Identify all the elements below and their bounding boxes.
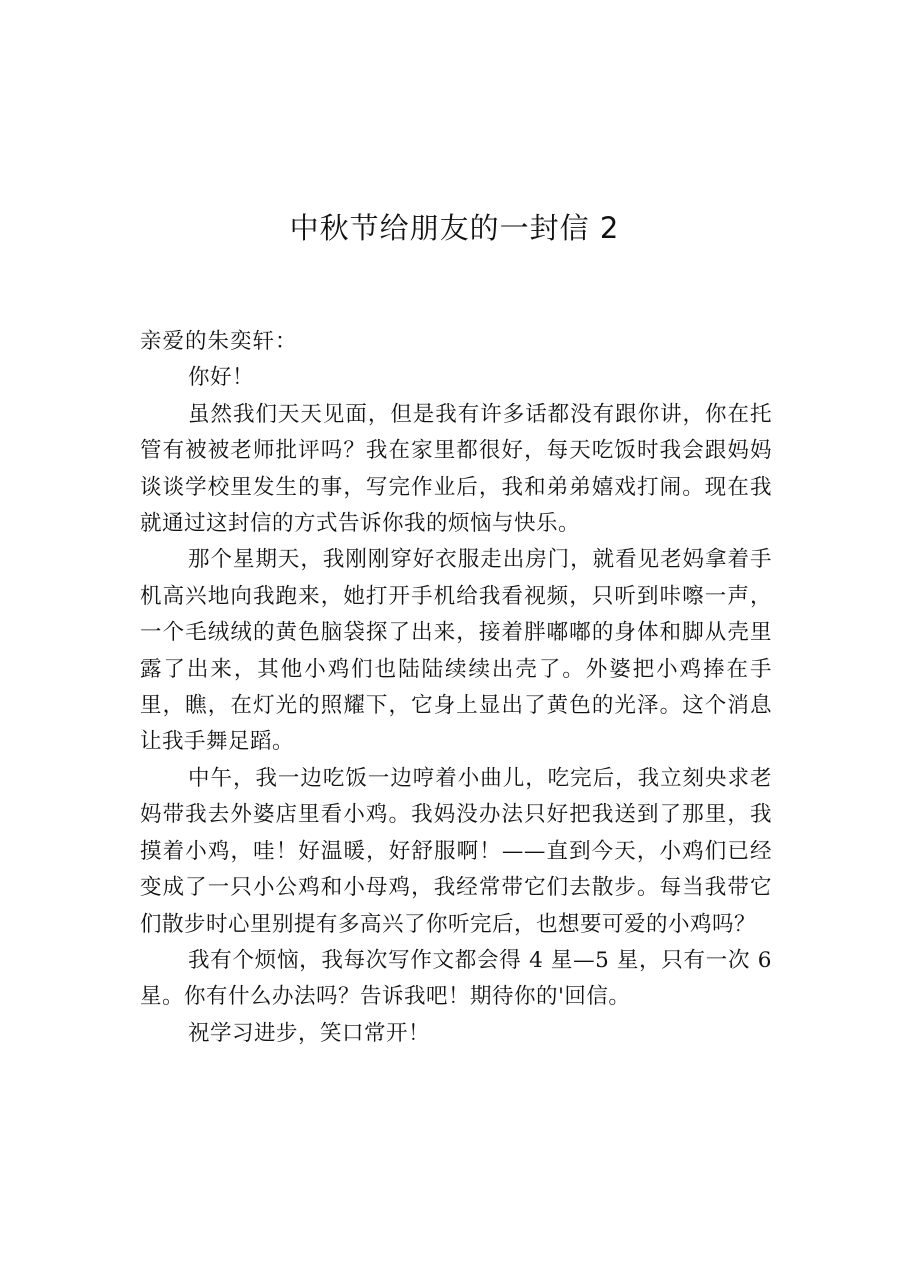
letter-body <box>140 324 772 1052</box>
paragraph: 虽然我们天天见面，但是我有许多话都没有跟你讲，你在托管有被被老师批评吗？我在家里都很好，每天吃饭时我会跟妈妈谈谈学校里发生的事，写完作业后，我和弟弟嬉戏打闹。现在我就通过这封信的方式告诉你我的烦恼与快乐。 <box>140 401 772 537</box>
paragraph: 我有个烦恼，我每次写作文都会得 4 星—5 星，只有一次 6 星。你有什么办法吗？告诉我吧！期待你的'回信。 <box>140 947 772 1010</box>
document-title: 中秋节给朋友的一封信 2 <box>289 211 620 245</box>
greeting: 你好！ <box>188 365 255 391</box>
closing: 祝学习进步，笑口常开！ <box>188 1020 431 1046</box>
paragraph: 中午，我一边吃饭一边哼着小曲儿，吃完后，我立刻央求老妈带我去外婆店里看小鸡。我妈没办法只好把我送到了那里，我摸着小鸡，哇！好温暖，好舒服啊！——直到今天，小鸡们已经变成了一只小公鸡和小母鸡，我经常带它们去散步。每当我带它们散步时心里别提有多高兴了你听完后，也想要可爱的小鸡吗？ <box>140 765 772 937</box>
paragraph: 那个星期天，我刚刚穿好衣服走出房门，就看见老妈拿着手机高兴地向我跑来，她打开手机给我看视频，只听到咔嚓一声，一个毛绒绒的黄色脑袋探了出来，接着胖嘟嘟的身体和脚从壳里露了出来，其他小鸡们也陆陆续续出壳了。外婆把小鸡捧在手里，瞧，在灯光的照耀下，它身上显出了黄色的光泽。这个消息让我手舞足蹈。 <box>140 547 772 755</box>
salutation: 亲爱的朱奕轩： <box>140 329 298 354</box>
